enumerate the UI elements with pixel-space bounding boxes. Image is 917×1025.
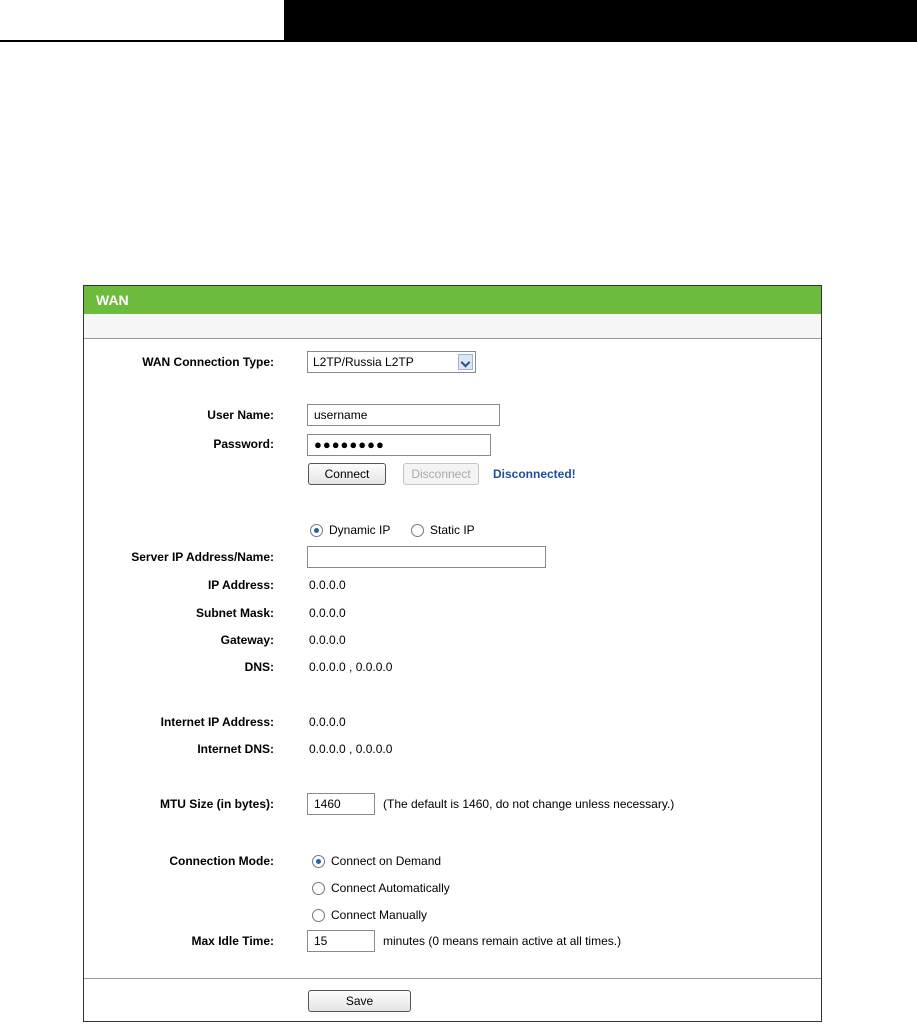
gateway-value: 0.0.0.0 [309,633,346,647]
connect-automatically-radio[interactable] [312,882,325,895]
mtu-hint: (The default is 1460, do not change unless necessary.) [383,797,675,811]
save-button[interactable]: Save [308,990,411,1012]
internet-dns-label: Internet DNS: [197,742,274,756]
chevron-down-icon[interactable] [458,354,473,370]
connect-on-demand-label: Connect on Demand [331,854,442,868]
internet-ip-label: Internet IP Address: [160,715,274,729]
ip-address-value: 0.0.0.0 [309,578,346,592]
dynamic-ip-label: Dynamic IP [329,523,391,537]
max-idle-time-hint: minutes (0 means remain active at all times.) [383,934,622,948]
dns-value: 0.0.0.0 , 0.0.0.0 [309,660,393,674]
connection-mode-label: Connection Mode: [169,854,274,868]
footer-divider [84,978,821,979]
server-ip-input[interactable] [307,546,546,568]
header-left-block [0,0,284,42]
max-idle-time-input[interactable]: 15 [307,930,375,952]
user-name-label: User Name: [207,408,274,422]
panel-title: WAN [84,286,821,314]
connect-automatically-label: Connect Automatically [331,881,450,895]
connection-status: Disconnected! [493,467,576,481]
dynamic-ip-radio[interactable] [310,524,323,537]
wan-connection-type-select[interactable] [307,351,476,373]
subnet-mask-label: Subnet Mask: [195,606,274,620]
connect-manually-radio[interactable] [312,909,325,922]
header-black-bar [284,0,917,42]
internet-dns-value: 0.0.0.0 , 0.0.0.0 [309,742,393,756]
internet-ip-value: 0.0.0.0 [309,715,346,729]
server-ip-label: Server IP Address/Name: [131,550,274,564]
max-idle-time-label: Max Idle Time: [191,934,274,948]
panel-subheader-band [84,314,821,339]
connect-manually-label: Connect Manually [331,908,428,922]
password-label: Password: [213,437,274,451]
ip-address-label: IP Address: [207,578,274,592]
wan-connection-type-label: WAN Connection Type: [142,355,274,369]
disconnect-button[interactable]: Disconnect [403,463,479,485]
mtu-label: MTU Size (in bytes): [159,797,274,811]
subnet-mask-value: 0.0.0.0 [309,606,346,620]
wan-connection-type-value: L2TP/Russia L2TP [313,355,414,369]
password-input[interactable]: ●●●●●●●● [307,434,491,456]
user-name-input[interactable]: username [307,404,500,426]
static-ip-radio[interactable] [411,524,424,537]
wan-panel [83,285,822,1022]
static-ip-label: Static IP [430,523,475,537]
document-header [0,0,917,42]
connect-on-demand-radio[interactable] [312,855,325,868]
dns-label: DNS: [244,660,274,674]
gateway-label: Gateway: [220,633,274,647]
connect-button[interactable]: Connect [308,463,386,485]
mtu-input[interactable]: 1460 [307,793,375,815]
